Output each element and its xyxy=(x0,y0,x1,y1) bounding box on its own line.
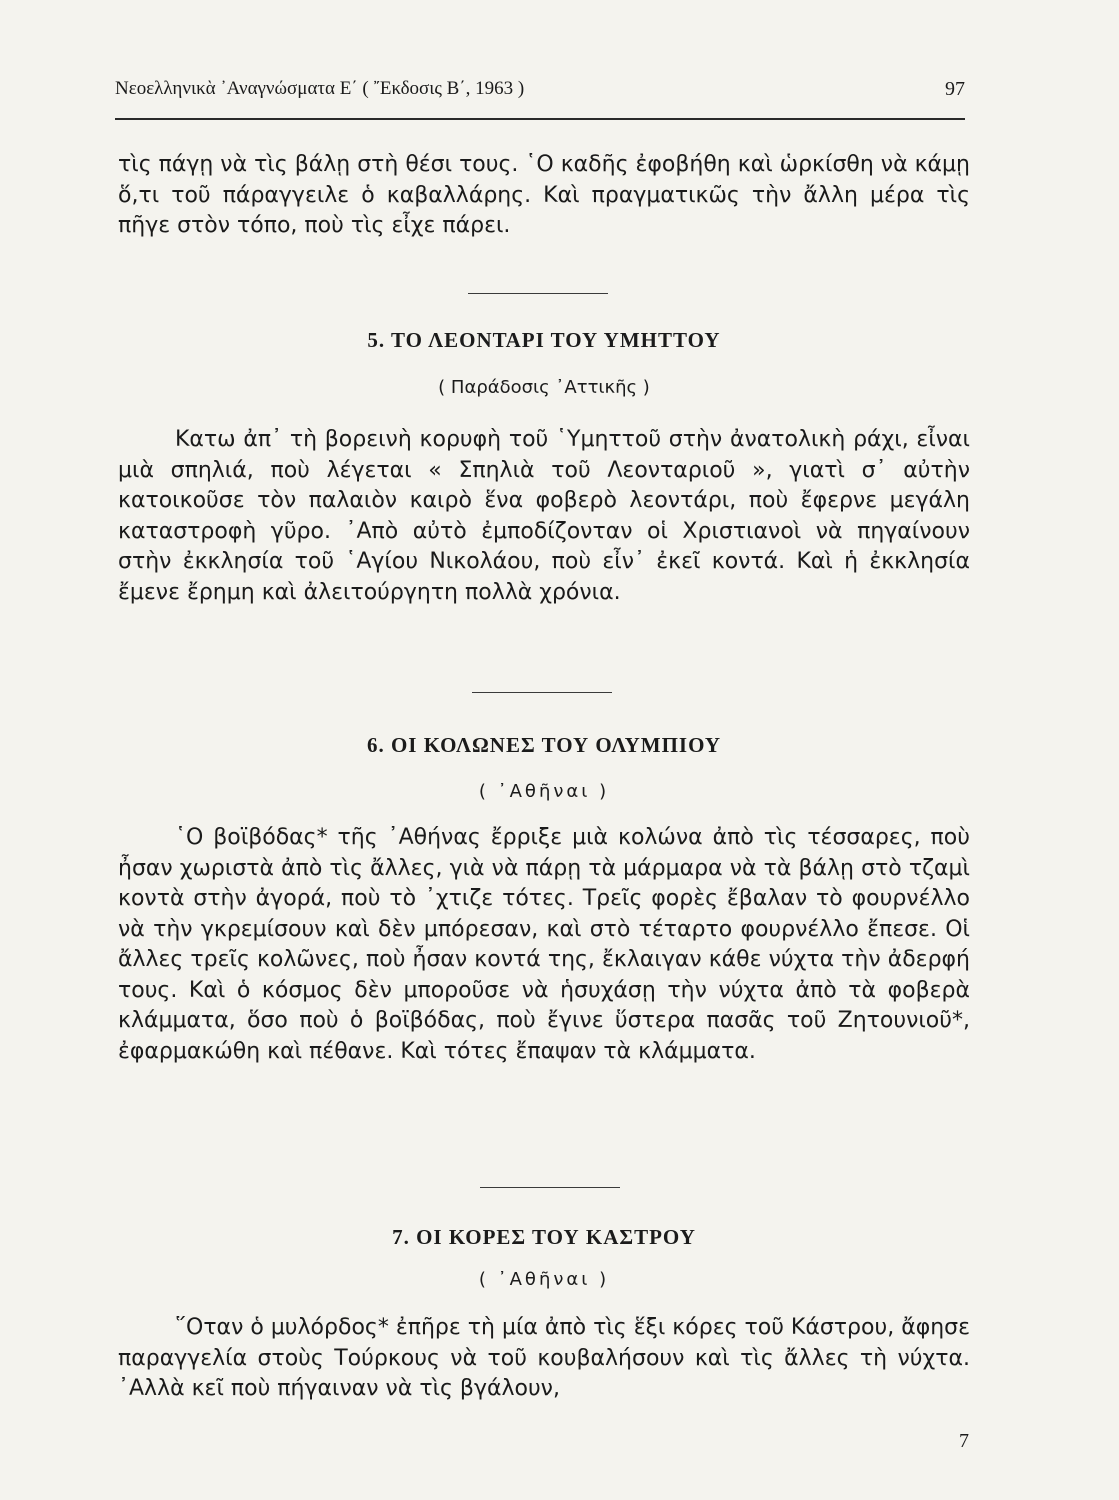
running-header-title: Νεοελληνικὰ ᾿Αναγνώσματα Ε΄ ( ῎Εκδοσις Β΄, 1963 ) xyxy=(115,78,525,99)
signature-mark: 7 xyxy=(959,1430,969,1452)
section-heading: 6. ΟΙ ΚΟΛΩΝΕΣ ΤΟΥ ΟΛΥΜΠΙΟΥ xyxy=(366,733,722,757)
section-subtitle: ( ᾿Αθῆναι ) xyxy=(478,781,610,802)
section-heading: 7. ΟΙ ΚΟΡΕΣ ΤΟΥ ΚΑΣΤΡΟΥ xyxy=(392,1225,696,1249)
running-header xyxy=(115,78,965,106)
section-paragraph: ῞Οταν ὁ μυλόρδος* ἐπῆρε τὴ μία ἀπὸ τὶς ἕξι κόρες τοῦ Κάστρου, ἄφησε παραγγελία στοὺς Τούρκους νὰ τοῦ κουβαλήσουν καὶ τὶς ἄλλες τὴ νύχτα. ᾿Αλλὰ κεῖ ποὺ πήγαιναν νὰ τὶς βγάλουν, xyxy=(118,1315,970,1401)
section-separator xyxy=(480,1187,620,1188)
intro-paragraph: τὶς πάγῃ νὰ τὶς βάλῃ στὴ θέσι τους. ῾Ο καδῆς ἐφοβήθη καὶ ὡρκίσθη νὰ κάμῃ ὅ,τι τοῦ πάραγγειλε ὁ καβαλλάρης. Καὶ πραγματικῶς τὴν ἄλλη μέρα τὶς πῆγε στὸν τόπο, ποὺ τὶς εἶχε πάρει. xyxy=(118,152,970,238)
section-separator xyxy=(468,293,608,294)
section-subtitle: ( Παράδοσις ᾿Αττικῆς ) xyxy=(438,377,650,398)
section-paragraph: Κατω ἀπ᾿ τὴ βορεινὴ κορυφὴ τοῦ ῾Υμηττοῦ στὴν ἀνατολικὴ ράχι, εἶναι μιὰ σπηλιά, ποὺ λέγεται « Σπηλιὰ τοῦ Λεονταριοῦ », γιατὶ σ᾿ αὐτὴν κατοικοῦσε τὸν παλαιὸν καιρὸ ἕνα φοβερὸ λεοντάρι, ποὺ ἔφερνε μεγάλη καταστροφὴ γῦρο. ᾿Απὸ αὐτὸ ἐμποδίζονταν οἱ Χριστιανοὶ νὰ πηγαίνουν στὴν ἐκκλησία τοῦ ῾Αγίου Νικολάου, ποὺ εἶν᾿ ἐκεῖ κοντά. Καὶ ἡ ἐκκλησία ἔμενε ἔρημη καὶ ἀλειτούργητη πολλὰ χρόνια. xyxy=(118,427,970,605)
page-number: 97 xyxy=(945,78,965,100)
section-subtitle: ( ᾿Αθῆναι ) xyxy=(478,1269,610,1290)
header-rule xyxy=(115,118,965,120)
section-paragraph: ῾Ο βοϊβόδας* τῆς ᾿Αθήνας ἔρριξε μιὰ κολώνα ἀπὸ τὶς τέσσαρες, ποὺ ἦσαν χωριστὰ ἀπὸ τὶς ἄλλες, γιὰ νὰ πάρῃ τὰ μάρμαρα νὰ τὰ βάλῃ στὸ τζαμὶ κοντὰ στὴν ἀγορά, ποὺ τὸ ᾿χτιζε τότες. Τρεῖς φορὲς ἔβαλαν τὸ φουρνέλλο νὰ τὴν γκρεμίσουν καὶ δὲν μπόρεσαν, καὶ στὸ τέταρτο φουρνέλλο ἔπεσε. Οἱ ἄλλες τρεῖς κολῶνες, ποὺ ἦσαν κοντά της, ἔκλαιγαν κάθε νύχτα τὴν ἀδερφή τους. Καὶ ὁ κόσμος δὲν μποροῦσε νὰ ἡσυχάσῃ τὴν νύχτα ἀπὸ τὰ φοβερὰ κλάμματα, ὅσο ποὺ ὁ βοϊβόδας, ποὺ ἔγινε ὕστερα πασᾶς τοῦ Ζητουνιοῦ*, ἐφαρμακώθη καὶ πέθανε. Καὶ τότες ἔπαψαν τὰ κλάμματα. xyxy=(118,825,970,1064)
section-separator xyxy=(472,692,612,693)
section-heading: 5. ΤΟ ΛΕΟΝΤΑΡΙ ΤΟΥ ΥΜΗΤΤΟΥ xyxy=(367,328,721,352)
